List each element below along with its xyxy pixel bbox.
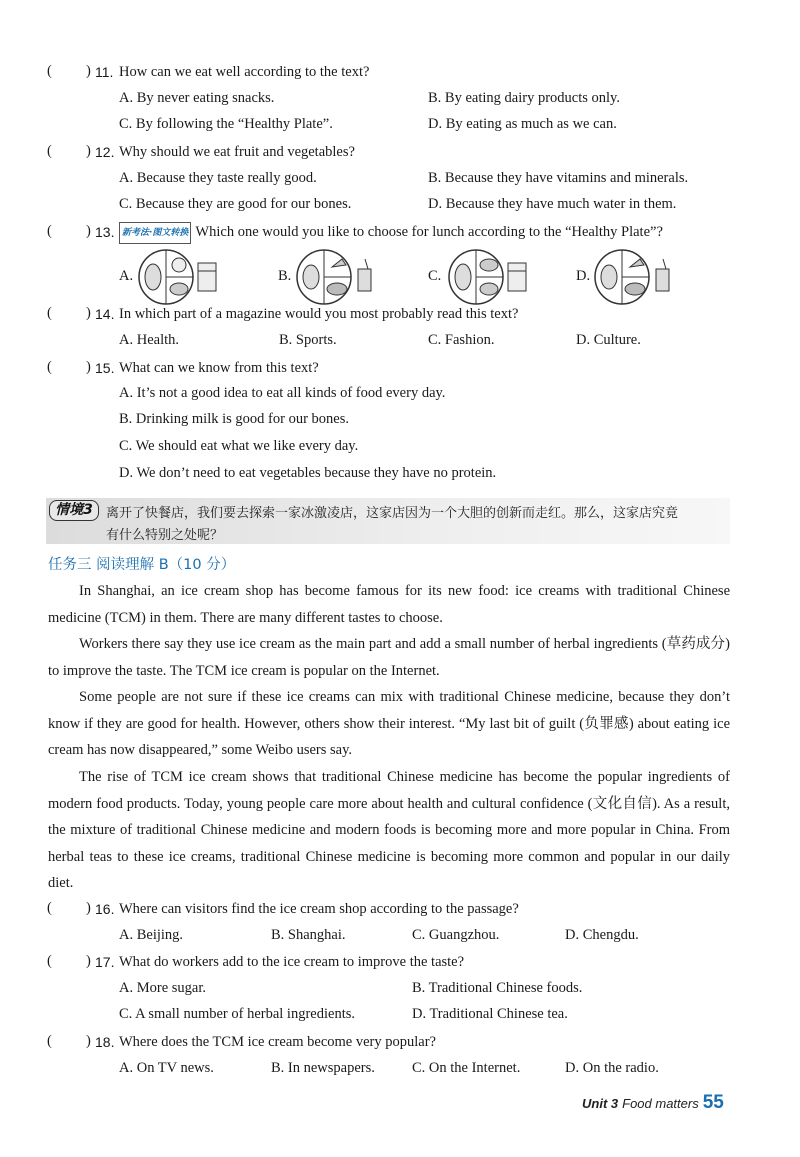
answer-paren-close: ) xyxy=(86,359,91,375)
option-a: A. Health. xyxy=(119,332,179,348)
healthy-plate-option-c-image xyxy=(446,249,536,305)
option-b: B. Drinking milk is good for our bones. xyxy=(119,411,349,427)
question-text: How can we eat well according to the text? xyxy=(119,64,370,80)
option-b: B. xyxy=(278,268,292,284)
option-b: B. Because they have vitamins and minerals. xyxy=(428,170,689,186)
question-number: 18. xyxy=(95,1034,115,1050)
option-b: B. In newspapers. xyxy=(271,1060,375,1076)
option-a: A. Beijing. xyxy=(119,927,184,943)
answer-paren-close: ) xyxy=(86,953,91,969)
footer-unit: Unit 3 xyxy=(582,1096,619,1111)
situation-text-line2: 有什么特别之处呢？ xyxy=(106,528,224,543)
question-number: 16. xyxy=(95,901,115,917)
option-c: C. We should eat what we like every day. xyxy=(119,438,359,454)
answer-paren-open: ( xyxy=(47,900,52,916)
option-a: A. More sugar. xyxy=(119,980,206,996)
option-b: B. Traditional Chinese foods. xyxy=(412,980,583,996)
option-d: D. We don’t need to eat vegetables because they have no protein. xyxy=(119,465,497,481)
passage-paragraph: Workers there say they use ice cream as the main part and add a small number of herbal ingredients (草药成分) to improve the taste. The TCM ice cream is popular on the Internet. xyxy=(48,636,730,679)
option-d: D. By eating as much as we can. xyxy=(428,116,617,132)
option-b: B. By eating dairy products only. xyxy=(428,90,620,106)
option-d: D. Culture. xyxy=(576,332,641,348)
option-d: D. xyxy=(576,268,591,284)
question-text xyxy=(119,222,663,244)
answer-paren-close: ) xyxy=(86,63,91,79)
answer-paren-open: ( xyxy=(47,223,52,239)
option-b: B. Sports. xyxy=(279,332,337,348)
passage-paragraph: The rise of TCM ice cream shows that traditional Chinese medicine has become the popular ingredients of modern food products. Today, young people care more about health and cultural confidence (文化自信). As a result, the mixture of traditional Chinese medicine and modern foods is becoming more and more popular in China. From herbal teas to these ice creams, traditional Chinese medicine is becoming more common and popular in our daily diet. xyxy=(48,769,730,891)
situation-text-line1: 离开了快餐店，我们要去探索一家冰激凌店，这家店因为一个大胆的创新而走红。那么，这家店究竟 xyxy=(106,506,679,521)
healthy-plate-option-d-image xyxy=(594,249,676,305)
question-text: What can we know from this text? xyxy=(119,360,319,376)
question-number: 15. xyxy=(95,360,115,376)
healthy-plate-option-a-image xyxy=(136,249,226,305)
answer-paren-open: ( xyxy=(47,359,52,375)
passage-paragraph: Some people are not sure if these ice creams can mix with traditional Chinese medicine, because they don’t know if they are good for health. However, others show their interest. “My last bit of guilt (负罪感) about eating ice cream has now disappeared,” some Weibo users say. xyxy=(48,689,730,758)
answer-paren-close: ) xyxy=(86,143,91,159)
question-number: 14. xyxy=(95,306,115,322)
answer-paren-close: ) xyxy=(86,900,91,916)
footer-title: Food matters xyxy=(622,1096,699,1111)
option-d: D. Chengdu. xyxy=(565,927,639,943)
option-d: D. On the radio. xyxy=(565,1060,659,1076)
page-footer xyxy=(582,1092,724,1114)
option-c: C. Because they are good for our bones. xyxy=(119,196,352,212)
page-number: 55 xyxy=(702,1092,724,1113)
situation-tag: 情境3 xyxy=(49,500,99,521)
option-a: A. Because they taste really good. xyxy=(119,170,317,186)
question-text-body: Which one would you like to choose for lunch according to the “Healthy Plate”? xyxy=(195,224,663,240)
question-text: Where does the TCM ice cream become very popular? xyxy=(119,1034,436,1050)
passage-paragraph: In Shanghai, an ice cream shop has become famous for its new food: ice creams with traditional Chinese medicine (TCM) in them. There are many different tastes to choose. xyxy=(48,583,730,626)
option-c: C. Guangzhou. xyxy=(412,927,500,943)
answer-paren-open: ( xyxy=(47,305,52,321)
option-a: A. It’s not a good idea to eat all kinds of food every day. xyxy=(119,385,446,401)
question-number: 13. xyxy=(95,224,115,240)
option-b: B. Shanghai. xyxy=(271,927,346,943)
option-a: A. xyxy=(119,268,134,284)
answer-paren-close: ) xyxy=(86,305,91,321)
option-a: A. On TV news. xyxy=(119,1060,214,1076)
question-number: 12. xyxy=(95,144,115,160)
question-text: In which part of a magazine would you most probably read this text? xyxy=(119,306,519,322)
option-c: C. On the Internet. xyxy=(412,1060,521,1076)
answer-paren-open: ( xyxy=(47,1033,52,1049)
question-number: 11. xyxy=(95,64,114,80)
answer-paren-open: ( xyxy=(47,63,52,79)
option-a: A. By never eating snacks. xyxy=(119,90,275,106)
answer-paren-close: ) xyxy=(86,223,91,239)
option-d: D. Traditional Chinese tea. xyxy=(412,1006,568,1022)
healthy-plate-option-b-image xyxy=(296,249,378,305)
answer-paren-open: ( xyxy=(47,953,52,969)
option-c: C. A small number of herbal ingredients. xyxy=(119,1006,355,1022)
question-text: Where can visitors find the ice cream shop according to the passage? xyxy=(119,901,519,917)
answer-paren-open: ( xyxy=(47,143,52,159)
new-format-badge: 新考法·图文转换 xyxy=(119,222,191,244)
question-text: What do workers add to the ice cream to improve the taste? xyxy=(119,954,465,970)
task-title: 任务三 阅读理解 B（10 分） xyxy=(48,557,236,573)
option-d: D. Because they have much water in them. xyxy=(428,196,677,212)
answer-paren-close: ) xyxy=(86,1033,91,1049)
question-text: Why should we eat fruit and vegetables? xyxy=(119,144,355,160)
option-c: C. Fashion. xyxy=(428,332,495,348)
question-number: 17. xyxy=(95,954,115,970)
option-c: C. By following the “Healthy Plate”. xyxy=(119,116,333,132)
option-c: C. xyxy=(428,268,442,284)
